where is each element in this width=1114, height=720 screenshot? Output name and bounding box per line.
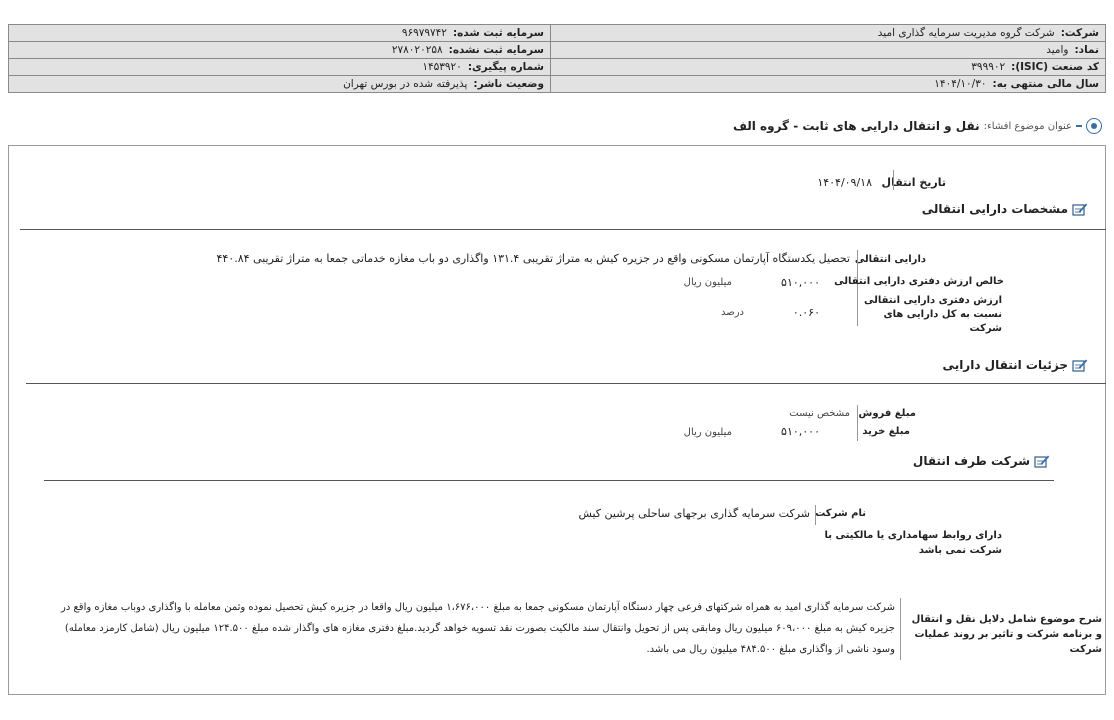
description-line-2: جزیره کیش به مبلغ ۶۰۹،۰۰۰ میلیون ریال ومابقی پس از تحویل وانتقال سند مالکیت بصورت نقد تسویه خواهد گردید.مبلغ دفتری مغازه های واگذار شده مبلغ ۱۲۴.۵۰۰ میلیون ریال (شامل کارمزد معامله)	[64, 623, 895, 634]
counterparty-separator	[815, 505, 816, 525]
asset-value: تحصیل یکدستگاه آپارتمان مسکونی واقع در جزیره کیش به متراژ تقریبی ۱۳۱.۴ واگذاری دو باب مغازه خدماتی جمعا به متراژ تقریبی ۴۴۰.۸۴	[216, 252, 850, 265]
edit-note-icon	[1072, 202, 1088, 216]
description-separator	[900, 598, 901, 660]
transfer-date-value: ۱۴۰۴/۰۹/۱۸	[817, 176, 872, 189]
description-label: شرح موضوع شامل دلایل نقل و انتقال و برنامه شرکت و تاثیر بر روند عملیات شرکت	[911, 614, 1102, 655]
book-value: ۵۱۰,۰۰۰	[781, 276, 820, 289]
transfer-date-label: تاریخ انتقال	[881, 176, 946, 189]
subject-dash	[1076, 125, 1082, 127]
book-value-unit: میلیون ریال	[683, 277, 732, 288]
company-cell: شرکت:شرکت گروه مدیریت سرمایه گذاری امید	[551, 25, 1106, 42]
sale-purchase-separator	[857, 405, 858, 441]
description-line-3: وسود ناشی از واگذاری مبلغ ۴۸۴.۵۰۰ میلیون ریال می باشد.	[646, 644, 895, 655]
purchase-value: ۵۱۰,۰۰۰	[781, 425, 820, 438]
description-line-1: شرکت سرمایه گذاری امید به همراه شرکتهای فرعی چهار دستگاه آپارتمان مسکونی جمعا به مبلغ ۱،۶۷۶،۰۰۰ میلیون ریال واقعا در جزیره کیش تحصیل نموده وثمن معامله با واگذاری دوباب مغازه واقع در	[61, 602, 895, 613]
transfer-details-divider	[26, 383, 1106, 384]
edit-note-icon	[1034, 454, 1050, 468]
ratio-value: ۰.۰۶۰	[792, 306, 820, 319]
asset-spec-header	[922, 202, 1088, 216]
counterparty-title: شرکت طرف انتقال	[912, 454, 1030, 468]
transfer-date-separator	[893, 170, 894, 190]
reg-capital-cell: سرمایه ثبت شده:۹۶۹۷۹۷۴۲	[9, 25, 551, 42]
isic-cell: کد صنعت (ISIC):۳۹۹۹۰۲	[551, 59, 1106, 76]
purchase-unit: میلیون ریال	[683, 427, 732, 438]
subject-title: نقل و انتقال دارایی های ثابت - گروه الف	[732, 119, 980, 133]
subject-line	[733, 118, 1102, 134]
counterparty-relation: دارای روابط سهامداری یا مالکیتی با شرکت نمی باشد	[824, 530, 1002, 556]
tracking-cell: شماره پیگیری:۱۴۵۳۹۲۰	[9, 59, 551, 76]
header-info-table	[8, 24, 1106, 93]
unreg-capital-cell: سرمایه ثبت نشده:۲۷۸۰۲۰۲۵۸	[9, 42, 551, 59]
publisher-status-cell: وضعیت ناشر:پذیرفته شده در بورس تهران	[9, 76, 551, 93]
target-bullet-icon	[1086, 118, 1102, 134]
transfer-details-title: جزئیات انتقال دارایی	[942, 358, 1068, 372]
subject-label: عنوان موضوع افشاء:	[983, 120, 1072, 132]
counterparty-divider	[44, 480, 1054, 481]
fiscal-year-cell: سال مالی منتهی به:۱۴۰۴/۱۰/۳۰	[551, 76, 1106, 93]
purchase-label: مبلغ خرید	[862, 426, 910, 437]
counterparty-name-label: نام شرکت	[815, 508, 866, 519]
sale-label: مبلغ فروش	[858, 408, 916, 419]
symbol-cell: نماد:وامید	[551, 42, 1106, 59]
ratio-label: ارزش دفتری دارایی انتقالی نسبت به کل دارایی های شرکت	[863, 295, 1002, 334]
ratio-unit: درصد	[720, 307, 744, 318]
book-value-label: خالص ارزش دفتری دارایی انتقالی	[834, 276, 1004, 287]
asset-label: دارایی انتقالی	[854, 254, 926, 265]
sale-value: مشخص نیست	[789, 408, 850, 419]
counterparty-header	[913, 454, 1050, 468]
asset-spec-divider	[20, 229, 1106, 230]
edit-note-icon	[1072, 358, 1088, 372]
asset-spec-title: مشخصات دارایی انتقالی	[921, 202, 1068, 216]
counterparty-name-value: شرکت سرمایه گذاری برجهای ساحلی پرشین کیش	[578, 507, 810, 520]
transfer-details-header	[943, 358, 1088, 372]
